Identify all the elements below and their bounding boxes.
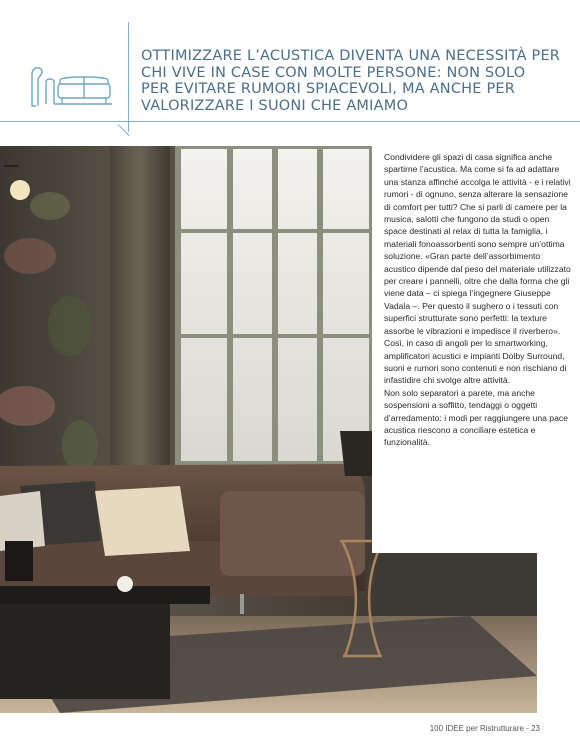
headline-line: CHI VIVE IN CASE CON MOLTE PERSONE: NON SOLO [141, 64, 526, 81]
page-footer: 100 IDEE per Ristrutturare - 23 [429, 724, 540, 733]
headline-line: VALORIZZARE I SUONI CHE AMIAMO [141, 97, 409, 114]
sofa-logo-icon [30, 60, 116, 110]
headline-line: PER EVITARE RUMORI SPIACEVOLI, MA ANCHE PER [141, 81, 516, 97]
body-paragraph: Non solo separatori a parete, ma anche sospensioni a soffitto, tendaggi o oggetti d’arredamento: i modi per raggiungere una pace acustica riescono a conciliare estetica e funzionalità. [384, 387, 568, 448]
body-paragraph: Condividere gli spazi di casa significa anche spartirne l’acustica. Ma come si fa ad adattare una stanza affinché accolga le attività - e i relativi rumori - di ognuno, senza alterare la sensazione di comfort per tutti? Che si parli di camere per la musica, salotti che fungono da studi o open space destinati al relax di tutta la famiglia, i materiali fonoassorbenti sono sempre un’ottima soluzione. «Gran parte dell’assorbimento acustico dipende dal peso del materiale utilizzato per creare i pannelli, oltre che dalla forma che gli viene data – ci spiega l’ingegnere Giuseppe Vadala –. Per questo il sughero o i tessuti con superfici strutturate sono perfetti: la texture assorbe le vibrazioni e impedisce il riverbero». Così, in caso di angoli per lo smartworking, amplificatori acustici e impianti Dolby Surround, suoni e rumori sono contenuti e non rischiano di infastidire chi svolge altre attività. [384, 152, 571, 386]
headline-line: OTTIMIZZARE L’ACUSTICA DIVENTA UNA NECESSITÀ PER [141, 48, 561, 64]
headline [141, 48, 571, 114]
header-rule-horizontal [0, 121, 580, 122]
article-body [384, 151, 574, 449]
header-rule-vertical [128, 22, 129, 132]
